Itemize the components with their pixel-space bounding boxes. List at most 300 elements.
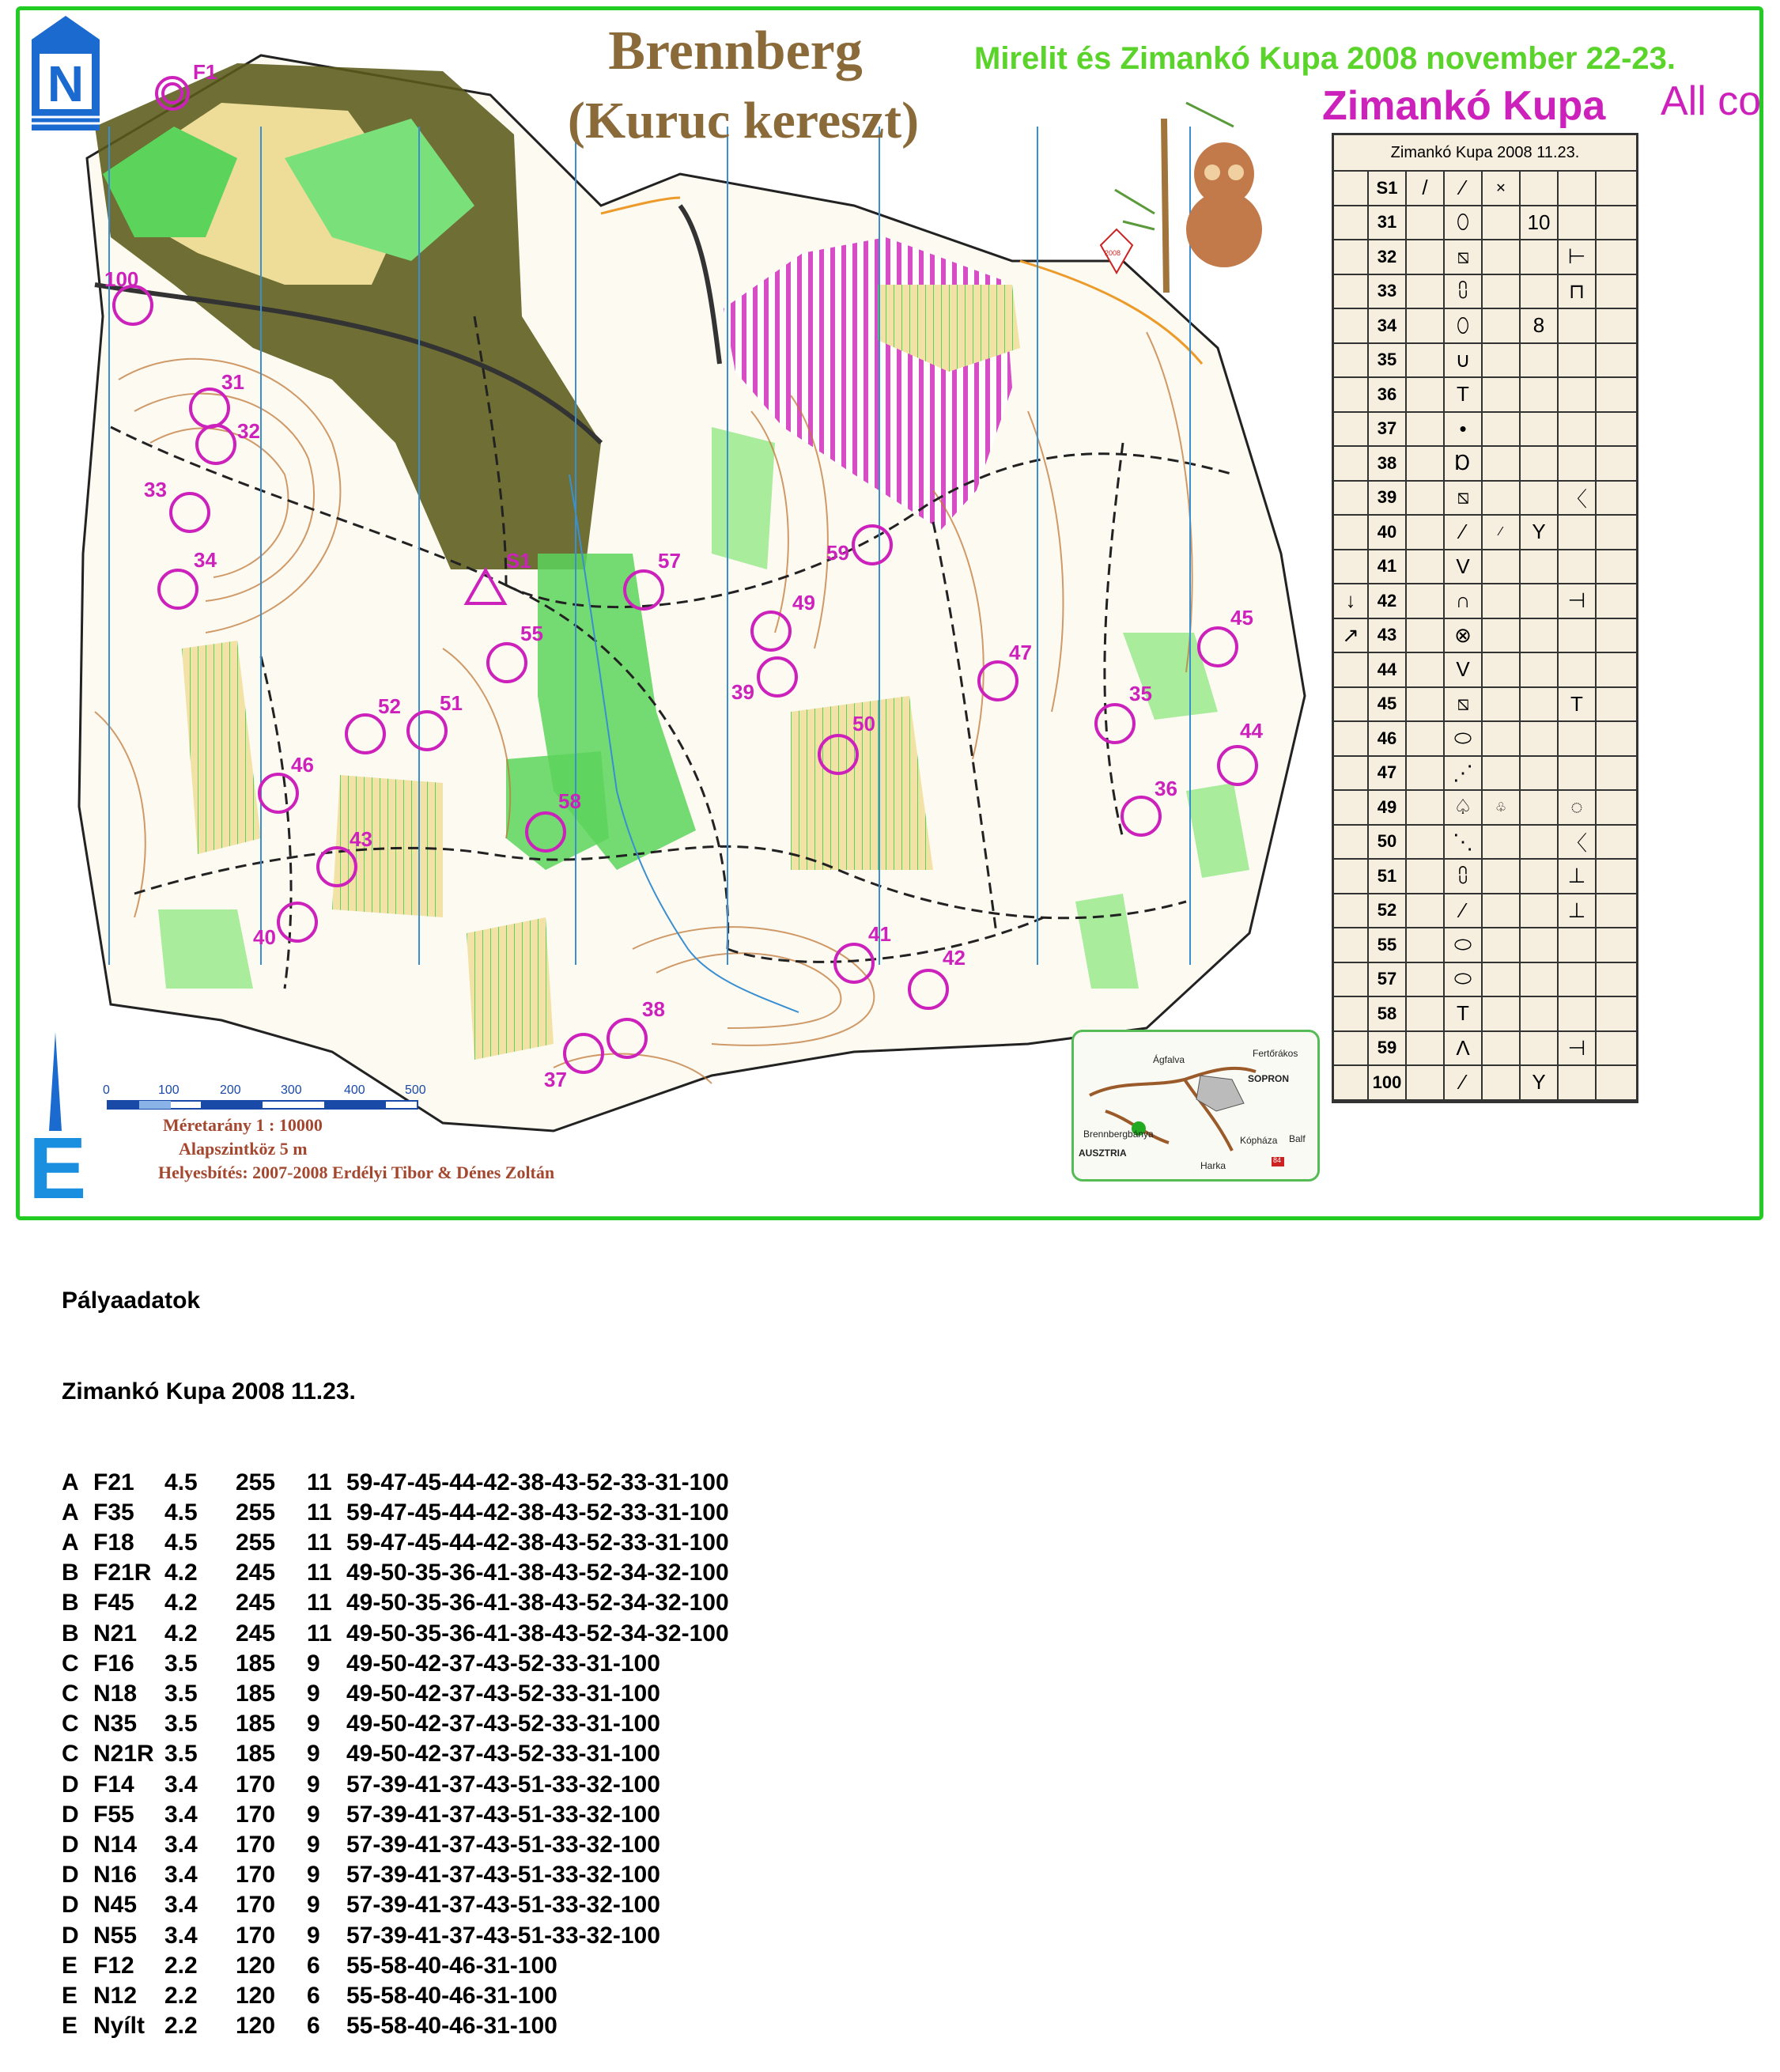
cd-cell-where: ⬭ bbox=[1445, 963, 1483, 996]
course-category: F18 bbox=[93, 1529, 134, 1556]
course-length: 3.4 bbox=[164, 1862, 198, 1889]
control-number-label: 33 bbox=[144, 478, 167, 501]
cd-cell-extra1 bbox=[1483, 584, 1521, 618]
cd-cell-where: ⧅ bbox=[1445, 240, 1483, 274]
cd-cell-num bbox=[1334, 928, 1369, 962]
cd-cell-what bbox=[1407, 378, 1445, 411]
cd-cell-what bbox=[1407, 1032, 1445, 1065]
course-data-row bbox=[62, 1770, 729, 1800]
course-sequence: 57-39-41-37-43-51-33-32-100 bbox=[346, 1922, 660, 1949]
course-data-row bbox=[62, 1679, 729, 1709]
cd-cell-extra2: Y bbox=[1521, 516, 1559, 549]
course-length: 3.4 bbox=[164, 1771, 198, 1798]
cd-cell-what bbox=[1407, 206, 1445, 240]
cd-cell-what bbox=[1407, 619, 1445, 652]
cd-cell-extra2 bbox=[1521, 482, 1559, 515]
cd-cell-extra2 bbox=[1521, 584, 1559, 618]
course-course: E bbox=[62, 1983, 78, 2010]
cd-cell-extra2 bbox=[1521, 997, 1559, 1030]
course-climb: 245 bbox=[236, 1560, 276, 1586]
cd-cell-extra1 bbox=[1483, 826, 1521, 859]
course-data-row bbox=[62, 1860, 729, 1890]
cd-cell-extra1: ♧ bbox=[1483, 791, 1521, 824]
control-description-row bbox=[1334, 791, 1636, 826]
course-controls: 9 bbox=[307, 1832, 320, 1858]
course-category: F16 bbox=[93, 1650, 134, 1677]
map-legend bbox=[158, 1114, 554, 1185]
course-climb: 170 bbox=[236, 1892, 276, 1919]
cd-cell-code: 44 bbox=[1369, 653, 1407, 686]
control-description-row bbox=[1334, 860, 1636, 894]
cd-cell-num: ↓ bbox=[1334, 584, 1369, 618]
cd-cell-what bbox=[1407, 550, 1445, 584]
cd-cell-extra1 bbox=[1483, 928, 1521, 962]
course-sequence: 57-39-41-37-43-51-33-32-100 bbox=[346, 1832, 660, 1858]
cd-cell-code: S1 bbox=[1369, 172, 1407, 205]
cd-cell-extra2 bbox=[1521, 344, 1559, 377]
cd-cell-extra2 bbox=[1521, 963, 1559, 996]
course-length: 4.5 bbox=[164, 1529, 198, 1556]
cd-cell-what bbox=[1407, 482, 1445, 515]
course-sequence: 57-39-41-37-43-51-33-32-100 bbox=[346, 1771, 660, 1798]
cd-cell-extra2: Y bbox=[1521, 1066, 1559, 1099]
control-description-row bbox=[1334, 997, 1636, 1032]
control-number-label: 50 bbox=[852, 712, 875, 735]
cd-cell-what bbox=[1407, 516, 1445, 549]
control-description-row bbox=[1334, 722, 1636, 757]
cd-cell-num bbox=[1334, 791, 1369, 824]
cd-cell-num: ↗ bbox=[1334, 619, 1369, 652]
cd-cell-detail bbox=[1559, 997, 1597, 1030]
control-number-label: 58 bbox=[558, 789, 581, 813]
cd-cell-code: 49 bbox=[1369, 791, 1407, 824]
course-course: B bbox=[62, 1590, 79, 1616]
course-category: F12 bbox=[93, 1952, 134, 1979]
cd-cell-num bbox=[1334, 378, 1369, 411]
course-length: 2.2 bbox=[164, 1983, 198, 2010]
event-title: Mirelit és Zimankó Kupa 2008 november 22-23. bbox=[974, 41, 1676, 76]
course-data-row bbox=[62, 1739, 729, 1769]
scale-tick-label: 400 bbox=[344, 1083, 365, 1097]
cd-cell-extra2 bbox=[1521, 894, 1559, 928]
cd-cell-code: 55 bbox=[1369, 928, 1407, 962]
cd-cell-extra2 bbox=[1521, 619, 1559, 652]
control-number-label: 46 bbox=[291, 753, 314, 777]
cd-cell-extra2 bbox=[1521, 447, 1559, 480]
cd-cell-extra2 bbox=[1521, 378, 1559, 411]
course-sequence: 57-39-41-37-43-51-33-32-100 bbox=[346, 1801, 660, 1828]
cd-cell-num bbox=[1334, 722, 1369, 755]
cup-subtitle: Zimankó Kupa bbox=[1322, 83, 1606, 129]
control-number-label: 31 bbox=[221, 370, 244, 394]
course-course: E bbox=[62, 2013, 78, 2040]
cd-cell-what bbox=[1407, 1066, 1445, 1099]
cd-cell-extra1: ⁄ bbox=[1483, 516, 1521, 549]
control-number-label: 45 bbox=[1230, 606, 1253, 630]
cd-cell-where: Λ bbox=[1445, 1032, 1483, 1065]
cd-cell-detail bbox=[1559, 963, 1597, 996]
course-climb: 255 bbox=[236, 1529, 276, 1556]
course-length: 2.2 bbox=[164, 2013, 198, 2040]
control-description-row bbox=[1334, 413, 1636, 448]
scale-tick-label: 500 bbox=[405, 1083, 426, 1097]
cd-cell-where: ∩ bbox=[1445, 584, 1483, 618]
cd-cell-extra1 bbox=[1483, 309, 1521, 342]
cd-cell-where: ⊗ bbox=[1445, 619, 1483, 652]
cd-cell-detail bbox=[1559, 447, 1597, 480]
cd-cell-detail bbox=[1559, 309, 1597, 342]
cd-cell-num bbox=[1334, 757, 1369, 790]
course-climb: 245 bbox=[236, 1590, 276, 1616]
course-length: 3.5 bbox=[164, 1741, 198, 1768]
cd-cell-code: 45 bbox=[1369, 688, 1407, 721]
course-controls: 9 bbox=[307, 1801, 320, 1828]
course-data-row bbox=[62, 1558, 729, 1588]
scale-tick-label: 100 bbox=[158, 1083, 180, 1097]
cd-cell-what bbox=[1407, 344, 1445, 377]
control-description-row bbox=[1334, 309, 1636, 344]
course-sequence: 49-50-42-37-43-52-33-31-100 bbox=[346, 1681, 660, 1707]
inset-label: Ágfalva bbox=[1153, 1054, 1185, 1065]
cd-cell-detail bbox=[1559, 172, 1597, 205]
cd-cell-empty bbox=[1597, 516, 1635, 549]
control-number-label: 42 bbox=[943, 946, 966, 970]
course-category: N16 bbox=[93, 1862, 138, 1889]
course-controls: 9 bbox=[307, 1650, 320, 1677]
cd-cell-where: T bbox=[1445, 997, 1483, 1030]
cd-cell-empty bbox=[1597, 1032, 1635, 1065]
cd-cell-extra1 bbox=[1483, 413, 1521, 446]
course-climb: 185 bbox=[236, 1741, 276, 1768]
course-course: B bbox=[62, 1620, 79, 1647]
map-title: Brennberg bbox=[608, 21, 863, 81]
control-description-row bbox=[1334, 688, 1636, 723]
control-description-sheet bbox=[1332, 133, 1638, 1103]
cd-cell-detail: 〈 bbox=[1559, 482, 1597, 515]
cd-cell-code: 52 bbox=[1369, 894, 1407, 928]
cd-cell-detail bbox=[1559, 757, 1597, 790]
course-course: A bbox=[62, 1499, 79, 1526]
cd-cell-empty bbox=[1597, 860, 1635, 893]
cd-cell-empty bbox=[1597, 791, 1635, 824]
course-length: 3.5 bbox=[164, 1650, 198, 1677]
cd-cell-where: ♤ bbox=[1445, 791, 1483, 824]
cd-cell-extra1 bbox=[1483, 447, 1521, 480]
cd-cell-code: 36 bbox=[1369, 378, 1407, 411]
cd-cell-extra1 bbox=[1483, 1066, 1521, 1099]
cd-cell-what bbox=[1407, 860, 1445, 893]
course-category: N35 bbox=[93, 1711, 138, 1737]
course-length: 3.4 bbox=[164, 1892, 198, 1919]
contour-interval: Alapszintköz 5 m bbox=[179, 1139, 308, 1159]
cd-cell-extra2 bbox=[1521, 550, 1559, 584]
cd-cell-detail: T bbox=[1559, 688, 1597, 721]
course-data-row bbox=[62, 1528, 729, 1558]
control-description-row bbox=[1334, 1032, 1636, 1067]
cd-cell-what bbox=[1407, 275, 1445, 308]
cd-cell-what bbox=[1407, 447, 1445, 480]
course-length: 4.2 bbox=[164, 1620, 198, 1647]
cd-cell-detail bbox=[1559, 206, 1597, 240]
course-climb: 185 bbox=[236, 1650, 276, 1677]
cd-cell-empty bbox=[1597, 378, 1635, 411]
cd-cell-detail: ⊢ bbox=[1559, 240, 1597, 274]
course-sequence: 59-47-45-44-42-38-43-52-33-31-100 bbox=[346, 1469, 729, 1495]
course-controls: 11 bbox=[307, 1620, 332, 1647]
cd-cell-where: ⋱ bbox=[1445, 826, 1483, 859]
course-data-row bbox=[62, 1619, 729, 1649]
cd-cell-extra1 bbox=[1483, 963, 1521, 996]
cd-cell-extra2 bbox=[1521, 928, 1559, 962]
course-data-table bbox=[62, 1226, 729, 2072]
cd-cell-extra1 bbox=[1483, 894, 1521, 928]
cd-cell-extra1 bbox=[1483, 550, 1521, 584]
course-data-heading: Pályaadatok bbox=[62, 1287, 201, 1314]
control-number-label: 32 bbox=[237, 419, 260, 443]
cd-cell-extra1 bbox=[1483, 860, 1521, 893]
course-sequence: 55-58-40-46-31-100 bbox=[346, 1983, 557, 2010]
cd-cell-code: 50 bbox=[1369, 826, 1407, 859]
course-climb: 170 bbox=[236, 1801, 276, 1828]
course-controls: 11 bbox=[307, 1469, 332, 1495]
cd-cell-empty bbox=[1597, 584, 1635, 618]
cd-cell-detail: ⊓ bbox=[1559, 275, 1597, 308]
cd-cell-what bbox=[1407, 653, 1445, 686]
cd-cell-extra2 bbox=[1521, 722, 1559, 755]
inset-label: SOPRON bbox=[1248, 1073, 1290, 1084]
course-climb: 245 bbox=[236, 1620, 276, 1647]
course-data-row bbox=[62, 1709, 729, 1739]
course-category: N21R bbox=[93, 1741, 154, 1768]
course-length: 3.5 bbox=[164, 1711, 198, 1737]
cd-cell-code: 38 bbox=[1369, 447, 1407, 480]
cd-cell-num bbox=[1334, 688, 1369, 721]
cd-cell-num bbox=[1334, 894, 1369, 928]
control-number-label: 34 bbox=[194, 548, 217, 572]
control-number-label: 47 bbox=[1009, 641, 1032, 664]
course-climb: 170 bbox=[236, 1862, 276, 1889]
course-length: 3.4 bbox=[164, 1801, 198, 1828]
course-climb: 120 bbox=[236, 2013, 276, 2040]
finish-label: F1 bbox=[193, 60, 217, 84]
cd-cell-extra1 bbox=[1483, 240, 1521, 274]
scale-ratio: Méretarány 1 : 10000 bbox=[163, 1115, 323, 1135]
course-climb: 120 bbox=[236, 1952, 276, 1979]
cd-cell-code: 31 bbox=[1369, 206, 1407, 240]
cd-cell-extra2 bbox=[1521, 240, 1559, 274]
cd-cell-detail: ⊥ bbox=[1559, 860, 1597, 893]
control-number-label: 100 bbox=[104, 267, 139, 291]
cd-cell-empty bbox=[1597, 997, 1635, 1030]
control-number-label: 39 bbox=[731, 680, 754, 704]
course-controls: 9 bbox=[307, 1711, 320, 1737]
course-sequence: 57-39-41-37-43-51-33-32-100 bbox=[346, 1892, 660, 1919]
control-description-row bbox=[1334, 240, 1636, 275]
cd-cell-extra1 bbox=[1483, 344, 1521, 377]
cd-cell-empty bbox=[1597, 619, 1635, 652]
cd-cell-extra1 bbox=[1483, 378, 1521, 411]
control-number-label: 35 bbox=[1129, 682, 1152, 705]
control-number-label: 38 bbox=[642, 997, 665, 1021]
course-climb: 255 bbox=[236, 1469, 276, 1495]
svg-text:N: N bbox=[47, 55, 85, 112]
cd-cell-num bbox=[1334, 653, 1369, 686]
cd-cell-where: ∪ bbox=[1445, 344, 1483, 377]
cd-cell-what bbox=[1407, 791, 1445, 824]
course-course: C bbox=[62, 1681, 79, 1707]
cd-cell-code: 58 bbox=[1369, 997, 1407, 1030]
cd-cell-where: ⬯ bbox=[1445, 206, 1483, 240]
course-controls: 6 bbox=[307, 2013, 320, 2040]
cd-cell-empty bbox=[1597, 653, 1635, 686]
course-climb: 185 bbox=[236, 1711, 276, 1737]
cd-cell-extra1 bbox=[1483, 275, 1521, 308]
scale-tick-label: 0 bbox=[103, 1083, 110, 1097]
course-controls: 9 bbox=[307, 1862, 320, 1889]
cd-cell-what: / bbox=[1407, 172, 1445, 205]
cd-cell-empty bbox=[1597, 206, 1635, 240]
control-description-row bbox=[1334, 275, 1636, 310]
cd-cell-where: Ɒ bbox=[1445, 447, 1483, 480]
cd-cell-code: 37 bbox=[1369, 413, 1407, 446]
cd-cell-code: 33 bbox=[1369, 275, 1407, 308]
course-data-row bbox=[62, 2011, 729, 2041]
control-description-row bbox=[1334, 344, 1636, 379]
control-number-label: 57 bbox=[658, 549, 681, 573]
cd-cell-code: 34 bbox=[1369, 309, 1407, 342]
cd-cell-what bbox=[1407, 413, 1445, 446]
cd-cell-extra2 bbox=[1521, 791, 1559, 824]
cd-cell-what bbox=[1407, 584, 1445, 618]
course-category: F21R bbox=[93, 1560, 152, 1586]
control-description-row bbox=[1334, 550, 1636, 585]
course-sequence: 55-58-40-46-31-100 bbox=[346, 1952, 557, 1979]
course-sequence: 49-50-35-36-41-38-43-52-34-32-100 bbox=[346, 1620, 729, 1647]
cd-cell-code: 43 bbox=[1369, 619, 1407, 652]
course-length: 4.5 bbox=[164, 1469, 198, 1495]
cd-cell-empty bbox=[1597, 172, 1635, 205]
cd-cell-empty bbox=[1597, 240, 1635, 274]
course-category: F21 bbox=[93, 1469, 134, 1495]
control-description-row bbox=[1334, 206, 1636, 241]
cd-cell-where: ⁄ bbox=[1445, 516, 1483, 549]
cd-cell-detail bbox=[1559, 928, 1597, 962]
cd-cell-num bbox=[1334, 172, 1369, 205]
course-length: 4.2 bbox=[164, 1560, 198, 1586]
cd-cell-where: ⬯ bbox=[1445, 309, 1483, 342]
cd-cell-empty bbox=[1597, 309, 1635, 342]
course-sequence: 55-58-40-46-31-100 bbox=[346, 2013, 557, 2040]
course-data-row bbox=[62, 1649, 729, 1679]
control-number-label: 37 bbox=[544, 1068, 567, 1091]
control-description-row bbox=[1334, 378, 1636, 413]
scale-tick-label: 200 bbox=[220, 1083, 241, 1097]
course-category: N45 bbox=[93, 1892, 138, 1919]
cd-cell-extra1 bbox=[1483, 722, 1521, 755]
course-controls: 6 bbox=[307, 1983, 320, 2010]
course-climb: 170 bbox=[236, 1771, 276, 1798]
cd-cell-detail bbox=[1559, 722, 1597, 755]
cd-cell-detail: ⊣ bbox=[1559, 584, 1597, 618]
course-category: F35 bbox=[93, 1499, 134, 1526]
control-description-row bbox=[1334, 963, 1636, 998]
cd-cell-detail bbox=[1559, 413, 1597, 446]
course-controls: 11 bbox=[307, 1590, 332, 1616]
control-number-label: 51 bbox=[440, 691, 463, 715]
inset-road-badge: 84 bbox=[1273, 1156, 1282, 1164]
cd-cell-where: • bbox=[1445, 413, 1483, 446]
cd-cell-extra1 bbox=[1483, 482, 1521, 515]
course-course: D bbox=[62, 1862, 79, 1889]
cd-cell-detail bbox=[1559, 550, 1597, 584]
cd-cell-code: 47 bbox=[1369, 757, 1407, 790]
cd-cell-num bbox=[1334, 550, 1369, 584]
course-course: A bbox=[62, 1529, 79, 1556]
course-climb: 120 bbox=[236, 1983, 276, 2010]
cd-cell-empty bbox=[1597, 928, 1635, 962]
course-course: D bbox=[62, 1832, 79, 1858]
course-course: C bbox=[62, 1650, 79, 1677]
control-description-row bbox=[1334, 584, 1636, 619]
cd-cell-detail bbox=[1559, 344, 1597, 377]
inset-label: Harka bbox=[1200, 1160, 1226, 1171]
control-number-label: 36 bbox=[1155, 777, 1177, 800]
inset-label: Kópháza bbox=[1240, 1135, 1278, 1146]
inset-label: AUSZTRIA bbox=[1079, 1148, 1127, 1159]
control-number-label: 55 bbox=[520, 622, 543, 645]
cd-cell-extra2 bbox=[1521, 757, 1559, 790]
course-course: E bbox=[62, 1952, 78, 1979]
course-sequence: 49-50-42-37-43-52-33-31-100 bbox=[346, 1711, 660, 1737]
cd-cell-empty bbox=[1597, 344, 1635, 377]
control-description-row bbox=[1334, 447, 1636, 482]
cd-cell-num bbox=[1334, 860, 1369, 893]
cd-cell-empty bbox=[1597, 757, 1635, 790]
control-description-row bbox=[1334, 1066, 1636, 1101]
course-data-row bbox=[62, 1800, 729, 1830]
course-controls: 6 bbox=[307, 1952, 320, 1979]
cd-cell-code: 51 bbox=[1369, 860, 1407, 893]
course-controls: 11 bbox=[307, 1499, 332, 1526]
cd-cell-code: 57 bbox=[1369, 963, 1407, 996]
cd-cell-what bbox=[1407, 997, 1445, 1030]
cd-cell-num bbox=[1334, 240, 1369, 274]
course-data-row bbox=[62, 1468, 729, 1498]
course-climb: 170 bbox=[236, 1832, 276, 1858]
cd-cell-what bbox=[1407, 722, 1445, 755]
course-sequence: 49-50-35-36-41-38-43-52-34-32-100 bbox=[346, 1560, 729, 1586]
cd-cell-code: 39 bbox=[1369, 482, 1407, 515]
cd-cell-detail: ⊣ bbox=[1559, 1032, 1597, 1065]
cd-cell-num bbox=[1334, 826, 1369, 859]
cd-cell-detail bbox=[1559, 378, 1597, 411]
cd-cell-what bbox=[1407, 963, 1445, 996]
cd-cell-extra1: ✕ bbox=[1483, 172, 1521, 205]
cd-cell-num bbox=[1334, 309, 1369, 342]
control-number-label: 44 bbox=[1240, 719, 1263, 743]
control-number-label: 49 bbox=[792, 591, 815, 614]
course-category: N55 bbox=[93, 1922, 138, 1949]
cd-cell-empty bbox=[1597, 275, 1635, 308]
scale-tick-label: 300 bbox=[281, 1083, 302, 1097]
control-description-row bbox=[1334, 516, 1636, 550]
cd-cell-detail bbox=[1559, 1066, 1597, 1099]
control-description-row bbox=[1334, 826, 1636, 860]
course-course: A bbox=[62, 1469, 79, 1495]
cd-cell-detail bbox=[1559, 619, 1597, 652]
course-controls: 9 bbox=[307, 1922, 320, 1949]
cd-cell-detail: 〈 bbox=[1559, 826, 1597, 859]
